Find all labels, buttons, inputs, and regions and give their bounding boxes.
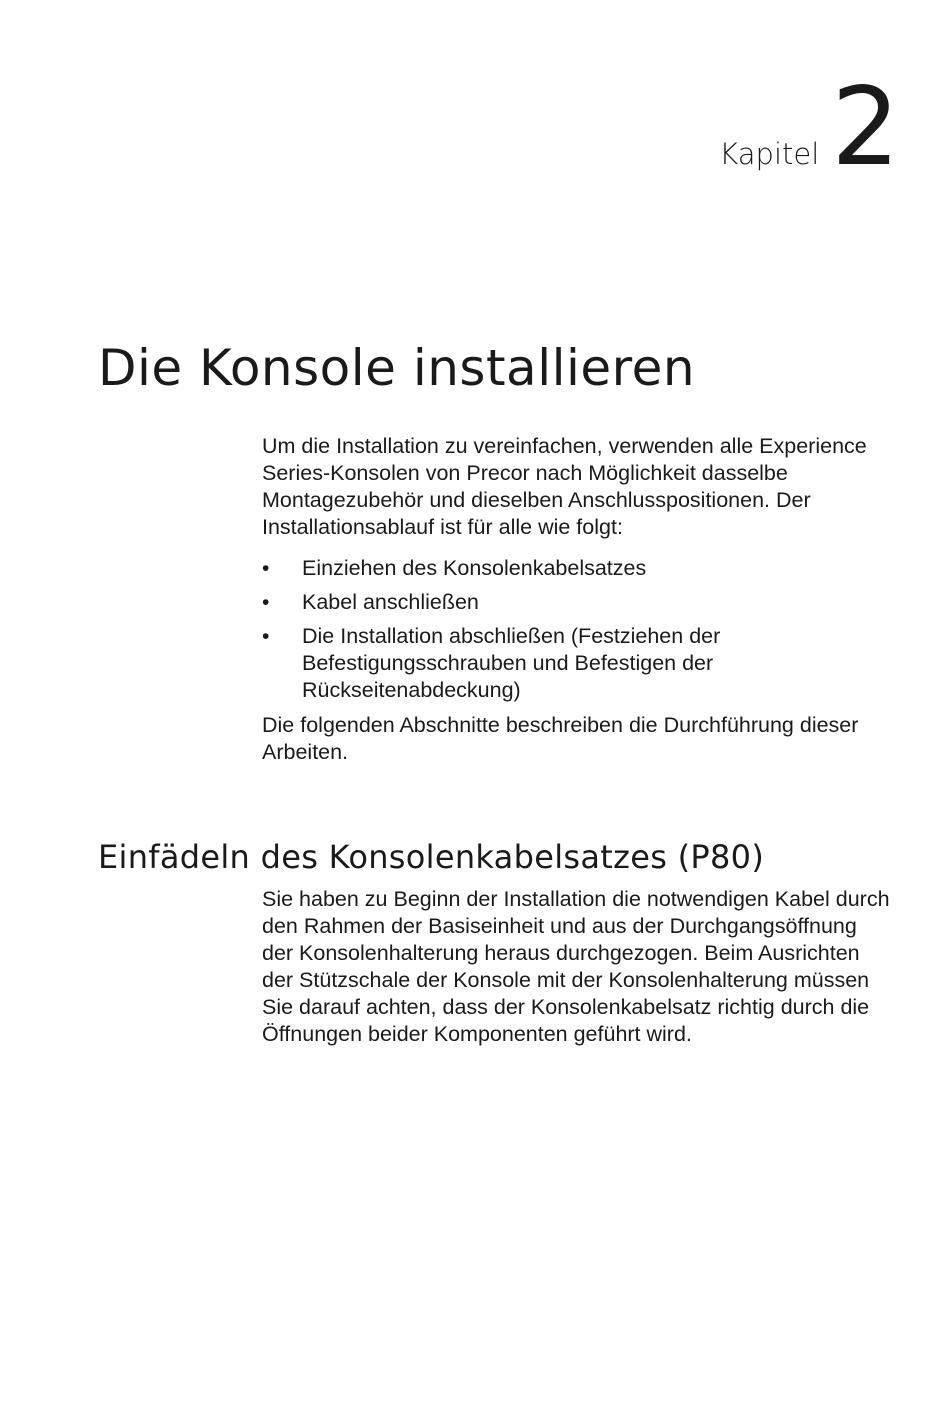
page-title: Die Konsole installieren — [98, 339, 696, 397]
bullet-icon: • — [262, 625, 270, 648]
task-list — [262, 555, 892, 704]
list-item — [262, 555, 892, 582]
section-body — [262, 886, 892, 1048]
intro-section — [262, 433, 892, 766]
chapter-number: 2 — [831, 65, 900, 190]
closing-paragraph: Die folgenden Abschnitte beschreiben die Durchführung dieser Arbeiten. — [262, 713, 859, 764]
list-item-text: Einziehen des Konsolenkabelsatzes — [302, 556, 647, 580]
section-paragraph: Sie haben zu Beginn der Installation die notwendigen Kabel durch den Rahmen der Basiseinheit und aus der Durchgangsöffnung der Konsolenhalterung heraus durchgezogen. Beim Ausrichten der Stützschale der Konsole mit der Konsolenhalterung müssen Sie darauf achten, dass der Konsolenkabelsatz richtig durch die Öffnungen beider Komponenten geführt wird. — [262, 887, 890, 1046]
bullet-icon: • — [262, 557, 270, 580]
list-item-text: Die Installation abschließen (Festziehen der Befestigungsschrauben und Befestigen der Rückseitenabdeckung) — [302, 624, 721, 702]
bullet-icon: • — [262, 591, 270, 614]
section-heading: Einfädeln des Konsolenkabelsatzes (P80) — [98, 838, 765, 876]
chapter-label: Kapitel — [719, 137, 820, 172]
list-item — [262, 589, 892, 616]
list-item-text: Kabel anschließen — [302, 590, 479, 614]
intro-paragraph: Um die Installation zu vereinfachen, verwenden alle Experience Series-Konsolen von Precor nach Möglichkeit dasselbe Montagezubehör und dieselben Anschlusspositionen. Der Installationsablauf ist für alle wie folgt: — [262, 434, 867, 539]
list-item — [262, 623, 892, 704]
chapter-header — [719, 65, 900, 190]
